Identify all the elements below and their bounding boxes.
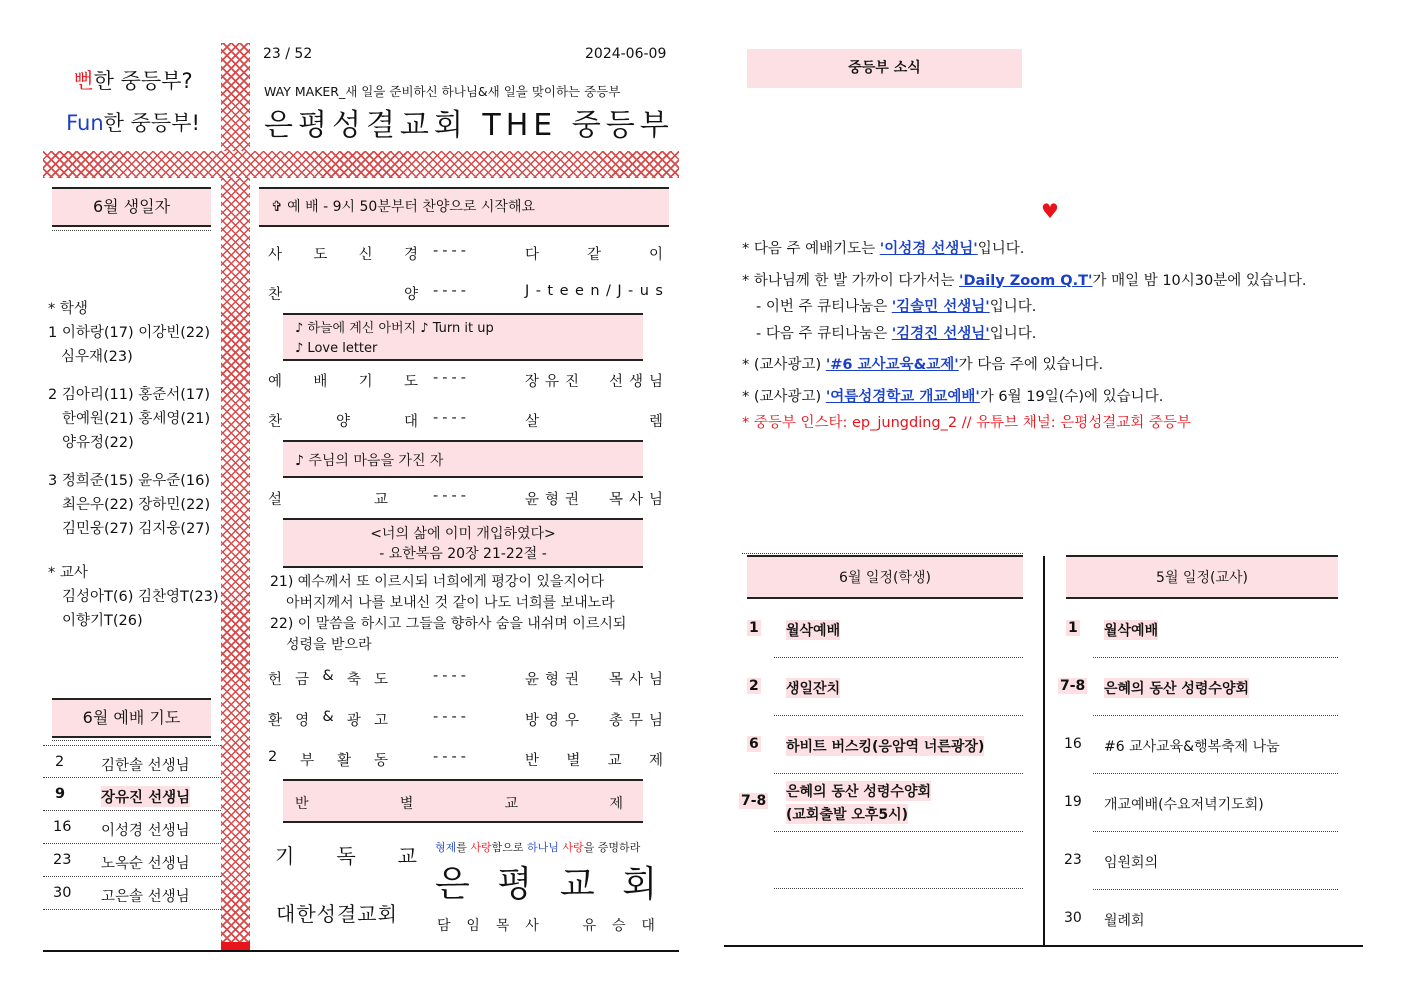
birthday-divider bbox=[52, 230, 211, 231]
news-red-line: * 중등부 인스타: ep_jungding_2 // 유튜브 채널: 은평성결교회 중등부 bbox=[742, 415, 1191, 431]
cross-horizontal-bar bbox=[43, 151, 679, 178]
choir-song-box: ♪ 주님의 마음을 가진 자 bbox=[283, 440, 643, 478]
news-list bbox=[742, 236, 1307, 437]
teacher-schedule-row: 23 임원회의 bbox=[1058, 832, 1338, 890]
cross-vertical-bar bbox=[221, 43, 250, 950]
teacher-schedule-row: 30 월례회 bbox=[1064, 910, 1145, 929]
prayer-row: 9 장유진 선생님 bbox=[43, 778, 221, 811]
slogan-accent-2: Fun bbox=[66, 111, 104, 135]
teacher-schedule-row: 19 개교예배(수요저녁기도회) bbox=[1058, 774, 1338, 832]
prayer-row: 2 김한솔 선생님 bbox=[43, 745, 221, 778]
teacher-schedule-header: 5월 일정(교사) bbox=[1066, 555, 1338, 599]
denomination-2: 대한성결교회 bbox=[276, 902, 398, 926]
order-creed: 사 도 신 경 ---- 다 같 이 bbox=[268, 243, 663, 263]
order-activity: 2 부 활 동 ---- 반 별 교 제 bbox=[268, 749, 663, 769]
student-schedule-row: 1 월삭예배 bbox=[742, 600, 1023, 658]
cross-foot bbox=[221, 942, 250, 950]
news-item: * (교사광고) '여름성경학교 개교예배'가 6월 19일(수)에 있습니다. bbox=[742, 388, 1164, 405]
prayer-row: 16 이성경 선생님 bbox=[43, 811, 221, 844]
news-item: * (교사광고) '#6 교사교육&교제'가 다음 주에 있습니다. bbox=[742, 357, 1104, 373]
denomination-1: 기 독 교 bbox=[275, 844, 417, 868]
student-schedule-row: 7-8 은혜의 동산 성령수양회 (교회출발 오후5시) bbox=[742, 774, 1023, 832]
student-schedule-empty-rule bbox=[774, 888, 1023, 889]
order-prayer: 예 배 기 도 ---- 장 유 진 선 생 님 bbox=[268, 370, 663, 390]
prayer-divider bbox=[52, 740, 211, 741]
prayer-row: 30 고은솔 선생님 bbox=[43, 877, 221, 910]
slogan-text-2: 한 중등부! bbox=[103, 111, 200, 135]
teacher-schedule-row: 7-8 은혜의 동산 성령수양회 bbox=[1058, 658, 1338, 716]
schedule-divider bbox=[1043, 556, 1045, 946]
heart-icon: ♥ bbox=[1041, 199, 1059, 223]
praise-songs-box: ♪ 하늘에 계신 아버지 ♪ Turn it up ♪ Love letter bbox=[283, 313, 643, 361]
scripture-text: 21) 예수께서 또 이르시되 너희에게 평강이 있을지어다 아버지께서 나를 보내신 것 같이 나도 너희를 보내노라 22) 이 말씀을 하시고 그들을 향하사 숨을 내쉬며 이르시되 성령을 받으라 bbox=[270, 574, 627, 653]
church-motto: 형제를 사랑함으로 하나님 사랑을 증명하라 bbox=[435, 841, 641, 854]
news-item: - 이번 주 큐티나눔은 '김솔민 선생님'입니다. bbox=[756, 299, 1037, 315]
prayer-table bbox=[43, 745, 221, 910]
teachers-label: * 교사 bbox=[48, 565, 88, 581]
order-choir: 찬 양 대 ---- 살 렘 bbox=[268, 410, 663, 430]
student-schedule-row: 2 생일잔치 bbox=[742, 658, 1023, 716]
news-item: * 하나님께 한 발 가까이 다가서는 'Daily Zoom Q.T'가 매일 밤 10시30분에 있습니다. bbox=[742, 272, 1307, 289]
birthday-list: * 학생 1 이하랑(17) 이강빈(22) 심우재(23) 2 김아리(11) 홍준서(17) 한예원(21) 홍세영(21) 양유정(22) 3 정희준(15) 윤우준(16) 최은우(22) 장하민(22) 김민웅(27) 김지웅(27) * 교사 김성아T(6) 김찬영T(23) 이향기T(26) bbox=[48, 297, 219, 633]
slogan-text-1: 한 중등부? bbox=[93, 69, 193, 93]
students-label: * 학생 bbox=[48, 301, 88, 317]
issue-number: 23 / 52 bbox=[263, 46, 313, 62]
news-item: - 다음 주 큐티나눔은 '김경진 선생님'입니다. bbox=[756, 325, 1037, 342]
page-title: 은평성결교회 THE 중등부 bbox=[264, 108, 674, 143]
order-welcome: 환 영 & 광 고 ---- 방 영 우 총 무 님 bbox=[268, 709, 663, 729]
right-page-bottom-rule bbox=[724, 945, 1363, 947]
prayer-header: 6월 예배 기도 bbox=[52, 698, 211, 738]
teacher-schedule-row: 1 월삭예배 bbox=[1058, 600, 1338, 658]
order-sermon: 설 교 ---- 윤 형 권 목 사 님 bbox=[268, 488, 663, 508]
student-schedule-row: 6 하비트 버스킹(응암역 너른광장) bbox=[742, 716, 1023, 774]
student-schedule-header: 6월 일정(학생) bbox=[747, 555, 1023, 599]
theme-line: WAY MAKER_새 일을 준비하신 하나님&새 일을 맞이하는 중등부 bbox=[264, 84, 621, 99]
left-page-bottom-rule bbox=[43, 950, 679, 952]
worship-banner: ✞ 예 배 - 9시 50분부터 찬양으로 시작해요 bbox=[259, 187, 669, 227]
teacher-schedule-row: 16 #6 교사교육&행복축제 나눔 bbox=[1058, 716, 1338, 774]
activity-box: 반 별 교 제 bbox=[283, 779, 643, 823]
birthday-header: 6월 생일자 bbox=[52, 187, 211, 227]
order-praise: 찬 양 ---- J - t e e n / J - u s bbox=[268, 283, 663, 303]
news-item: * 다음 주 예배기도는 '이성경 선생님'입니다. bbox=[742, 241, 1025, 257]
sermon-title-box: <너의 삶에 이미 개입하였다> - 요한복음 20장 21-22절 - bbox=[283, 518, 643, 568]
prayer-row: 23 노옥순 선생님 bbox=[43, 844, 221, 877]
church-name: 은 평 교 회 bbox=[435, 864, 657, 905]
slogan-accent-1: 뻔 bbox=[73, 69, 94, 93]
order-offering: 헌 금 & 축 도 ---- 윤 형 권 목 사 님 bbox=[268, 668, 663, 688]
slogan bbox=[44, 60, 222, 144]
news-header: 중등부 소식 bbox=[747, 49, 1022, 88]
pastor-line: 담 임 목 사 유 승 대 bbox=[437, 918, 655, 934]
issue-date: 2024-06-09 bbox=[585, 46, 667, 62]
schedule-top-rule bbox=[742, 553, 1023, 554]
